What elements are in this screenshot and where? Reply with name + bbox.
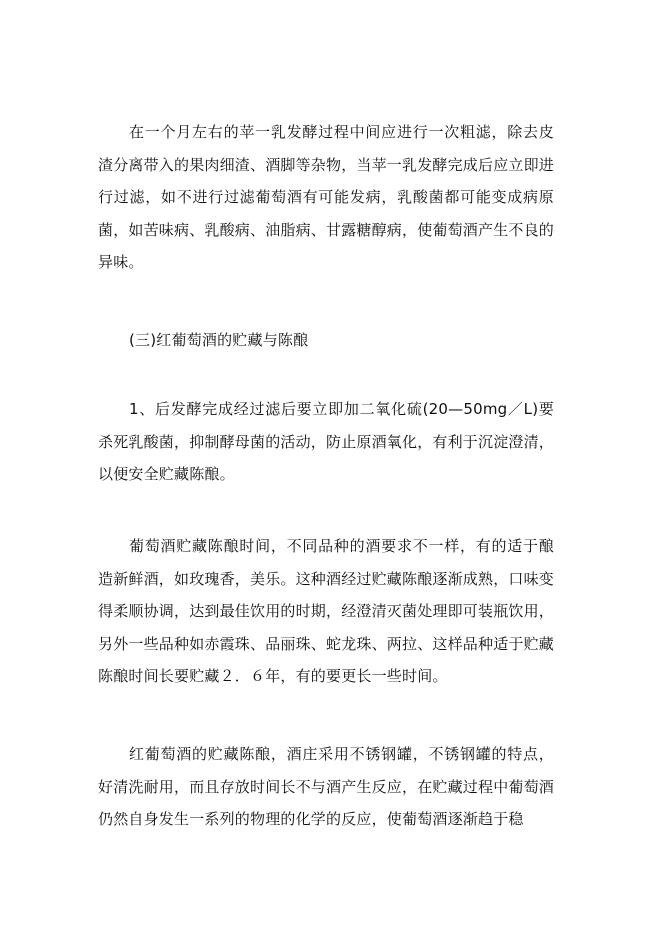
paragraph-aging-time: 葡萄酒贮藏陈酿时间，不同品种的酒要求不一样，有的适于酿造新鲜酒，如玫瑰香，美乐。这种酒经过贮藏陈酿逐渐成熟，口味变得柔顺协调，达到最佳饮用的时期，经澄清灭菌处理即可装瓶饮用，另外一些品种如赤霞珠、品丽珠、蛇龙珠、两拉、这样品种适于贮藏陈酿时间长要贮藏２．６年，有的要更长一些时间。 (98, 537, 555, 685)
paragraph-filtration: 在一个月左右的苹一乳发酵过程中间应进行一次粗滤，除去皮渣分离带入的果肉细渣、酒脚等杂物，当苹一乳发酵完成后应立即进行过滤，如不进行过滤葡萄酒有可能发病，乳酸菌都可能变成病原菌，如苦味病、乳酸病、油脂病、甘露糖醇病，使葡萄酒产生不良的异味。 (98, 123, 555, 271)
paragraph-sulfur-dioxide: 1、后发酵完成经过滤后要立即加二氧化硫(20—50mg／L)要杀死乳酸菌，抑制酵母菌的活动，防止原酒氧化，有利于沉淀澄清，以便安全贮藏陈酿。 (98, 400, 555, 483)
section-heading: (三)红葡萄酒的贮藏与陈酿 (129, 331, 309, 349)
paragraph-stainless-tanks: 红葡萄酒的贮藏陈酿，酒庄采用不锈钢罐，不锈钢罐的特点，好清洗耐用，而且存放时间长不与酒产生反应，在贮藏过程中葡萄酒仍然自身发生一系列的物理的化学的反应，使葡萄酒逐渐趋于稳 (98, 745, 555, 828)
